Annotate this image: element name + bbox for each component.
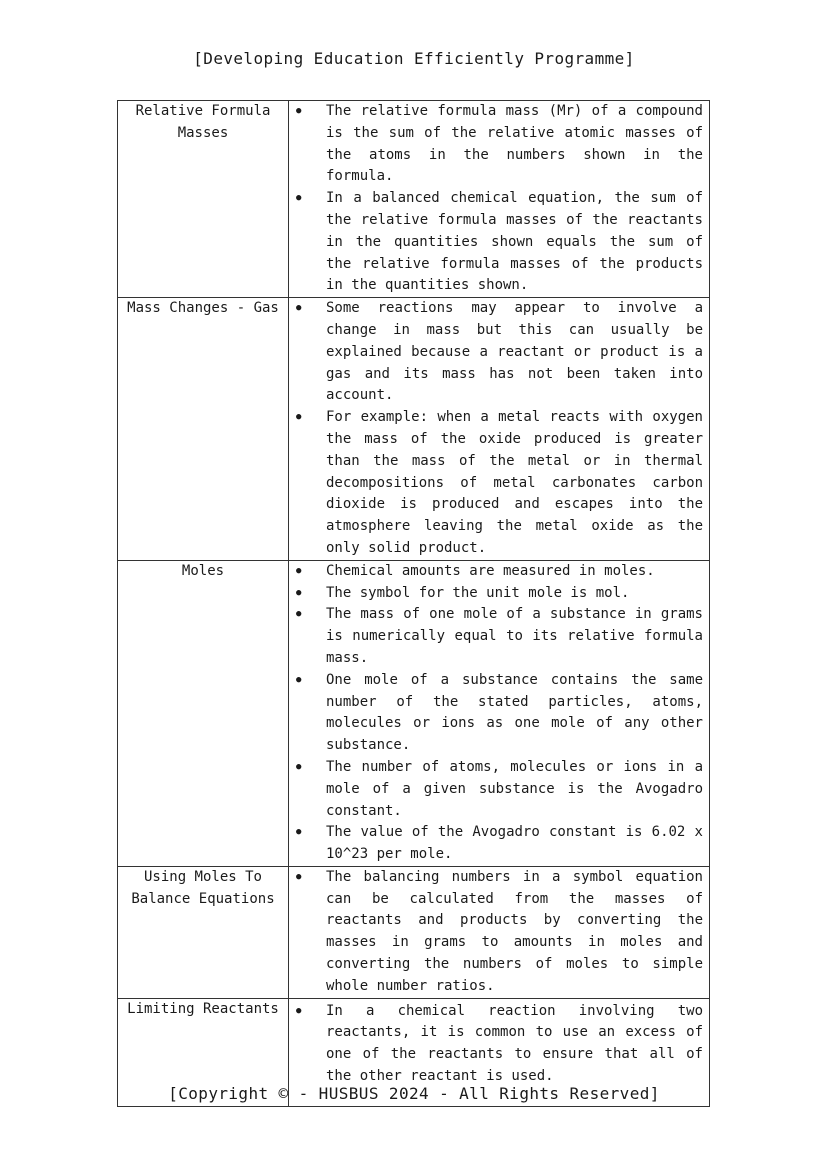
bullet-point: ● The value of the Avogadro constant is 6.02 x 10^23 per mole. [289,822,703,866]
bullet-point: ● One mole of a substance contains the same number of the stated particles, atoms, molecules or ions as one mole of any other substance. [289,670,703,757]
table-row-moles [118,560,710,866]
bullet-point: ● The symbol for the unit mole is mol. [289,583,703,605]
table-row-relative-formula-masses [118,101,710,298]
topic-cell: Relative Formula Masses [118,101,289,298]
bullet-point: ● The relative formula mass (Mr) of a compound is the sum of the relative atomic masses of the atoms in the numbers shown in the formula. [289,101,703,188]
bullet-point: ● The number of atoms, molecules or ions in a mole of a given substance is the Avogadro constant. [289,757,703,822]
points-cell [289,560,710,866]
topic-cell: Limiting Reactants [118,998,289,1106]
points-cell [289,101,710,298]
bullet-point: ● The mass of one mole of a substance in grams is numerically equal to its relative formula mass. [289,604,703,669]
bullet-point: ● Some reactions may appear to involve a change in mass but this can usually be explained because a reactant or product is a gas and its mass has not been taken into account. [289,298,703,407]
points-cell [289,866,710,998]
points-cell [289,298,710,561]
revision-notes-table [117,100,710,1107]
bullet-point: ● In a chemical reaction involving two reactants, it is common to use an excess of one of the reactants to ensure that all of the other reactant is used. [289,1001,703,1088]
topic-cell: Moles [118,560,289,866]
table-row-using-moles-to-balance-equations [118,866,710,998]
table-row-mass-changes-gas [118,298,710,561]
bullet-point: ● The balancing numbers in a symbol equation can be calculated from the masses of reactants and products by converting the masses in grams to amounts in moles and converting the numbers of moles to simple whole number ratios. [289,867,703,998]
topic-cell: Mass Changes - Gas [118,298,289,561]
topic-cell: Using Moles To Balance Equations [118,866,289,998]
page-header: [Developing Education Efficiently Programme] [193,49,635,68]
bullet-point: ● In a balanced chemical equation, the sum of the relative formula masses of the reactants in the quantities shown equals the sum of the relative formula masses of the products in the quantities shown. [289,188,703,297]
page-footer: [Copyright © - HUSBUS 2024 - All Rights Reserved] [168,1084,660,1103]
bullet-point: ● For example: when a metal reacts with oxygen the mass of the oxide produced is greater than the mass of the metal or in thermal decompositions of metal carbonates carbon dioxide is produced and escapes into the atmosphere leaving the metal oxide as the only solid product. [289,407,703,560]
bullet-point: ● Chemical amounts are measured in moles. [289,561,703,583]
